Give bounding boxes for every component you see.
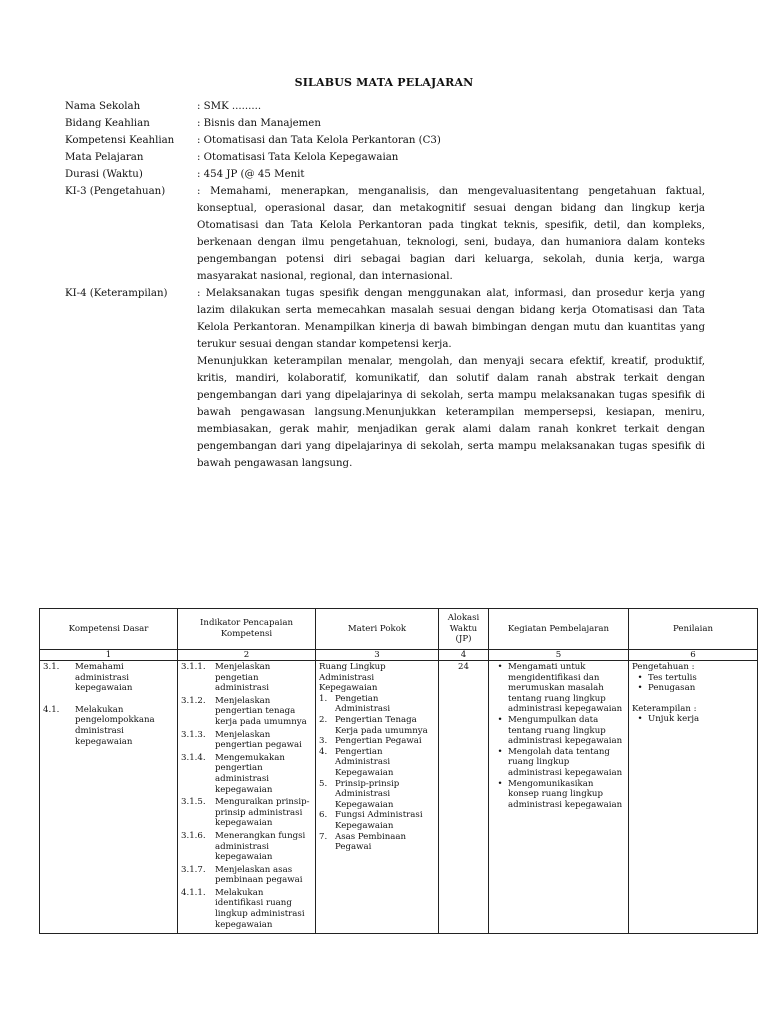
bullet-icon: • [497, 662, 503, 672]
info-value: : Otomatisasi dan Tata Kelola Perkantoran (C3) [197, 135, 441, 146]
list-item: 4.1.1. Melakukan identifikasi ruang lingkup administrasi kepegawaian [181, 887, 305, 930]
bullet-icon: • [497, 746, 503, 757]
list-item: 3.1.2. Menjelaskan pengertian tenaga kerja pada umumnya [181, 695, 307, 727]
syllabus-table [39, 608, 758, 934]
column-number: 3 [316, 650, 439, 661]
list-item: 3.1.3. Menjelaskan pengertian pegawai [181, 729, 302, 751]
ki3-label: KI-3 (Pengetahuan) [65, 186, 166, 197]
info-label: Bidang Keahlian [65, 118, 150, 129]
info-value: : Bisnis dan Manajemen [197, 118, 321, 129]
header-kompetensi-dasar: Kompetensi Dasar [40, 609, 178, 650]
list-item: 3.1.5. Menguraikan prinsip-prinsip administrasi kepegawaian [181, 797, 310, 829]
document-title: SILABUS MATA PELAJARAN [294, 76, 474, 89]
list-item: 6. Fungsi Administrasi Kepegawaian [319, 810, 423, 831]
info-value: : Otomatisasi Tata Kelola Kepegawaian [197, 152, 399, 163]
ki3-block [65, 183, 705, 285]
header-penilaian: Penilaian [629, 609, 758, 650]
info-value: : SMK ......... [197, 101, 262, 112]
list-item: 3.1.1. Menjelaskan pengetian administrasi [181, 662, 271, 694]
bullet-icon: • [637, 672, 643, 683]
info-label: Nama Sekolah [65, 101, 141, 112]
info-label: Kompetensi Keahlian [65, 135, 175, 146]
list-item: • Mengomunikasikan konsep ruang lingkup administrasi kepegawaian [492, 779, 625, 811]
header-materi-pokok: Materi Pokok [316, 609, 439, 650]
ki4-text [197, 285, 705, 472]
ki4-block [65, 285, 705, 472]
bullet-icon: • [637, 714, 643, 725]
materi-cell [316, 661, 439, 934]
penilaian-pengetahuan-label: Pengetahuan : [632, 662, 695, 672]
alokasi-cell: 24 [439, 661, 489, 934]
table-row [40, 661, 758, 934]
list-item: 5. Prinsip-prinsip Administrasi Kepegawaian [319, 778, 400, 810]
header-kegiatan: Kegiatan Pembelajaran [489, 609, 629, 650]
identity-block [65, 98, 705, 472]
bullet-icon: • [637, 683, 643, 694]
penilaian-keterampilan-label: Keterampilan : [632, 703, 697, 714]
list-item: 4. Pengertian Administrasi Kepegawaian [319, 746, 394, 778]
list-item: • Unjuk kerja [632, 714, 754, 725]
column-number: 6 [629, 650, 758, 661]
materi-heading: Ruang Lingkup Administrasi Kepegawaian [319, 662, 386, 694]
ki3-text: : Memahami, menerapkan, menganalisis, dan mengevaluasitentang pengetahuan faktual, konseptual, operasional dasar, dan metakognitif sesuai dengan bidang dan lingkup kerja Otomatisasi dan Tata Kelola Perkantoran pada tingkat teknis, spesifik, detil, dan kompleks, berkenaan dengan ilmu pengetahuan, teknologi, seni, budaya, dan humaniora dalam konteks pengembangan potensi diri sebagai bagian dari keluarga, sekolah, dunia kerja, warga masyarakat nasional, regional, dan internasional. [197, 186, 705, 282]
info-label: Durasi (Waktu) [65, 169, 143, 180]
list-item: • Mengolah data tentang ruang lingkup administrasi kepegawaian [492, 747, 625, 779]
kegiatan-cell [489, 661, 629, 934]
list-item: • Penugasan [632, 683, 754, 694]
ki4-paragraph-2: Menunjukkan keterampilan menalar, mengolah, dan menyaji secara efektif, kreatif, produktif, kritis, mandiri, kolaboratif, komunikatif, dan solutif dalam ranah abstrak terkait dengan pengembangan dari yang dipelajarinya di sekolah, serta mampu melaksanakan tugas spesifik di bawah pengawasan langsung.Menunjukkan keterampilan mempersepsi, kesiapan, meniru, membiasakan, gerak mahir, menjadikan gerak alami dalam ranah konkret terkait dengan pengembangan dari yang dipelajarinya di sekolah, serta mampu melaksanakan tugas spesifik di bawah pengawasan langsung. [197, 356, 705, 469]
list-item: 4.1. Melakukan pengelompokkana dministrasi kepegawaian [43, 704, 155, 747]
list-item: 3. Pengertian Pegawai [319, 736, 422, 747]
list-item: 7. Asas Pembinaan Pegawai [319, 831, 407, 853]
ki4-label: KI-4 (Keterampilan) [65, 288, 168, 299]
list-item: 3.1.7. Menjelaskan asas pembinaan pegawai [181, 864, 303, 886]
list-item: 3.1.4. Mengemukakan pengertian administrasi kepegawaian [181, 752, 285, 795]
info-row-school [65, 98, 705, 115]
list-item: 3.1.6. Menerangkan fungsi administrasi kepegawaian [181, 830, 306, 863]
list-item: 1. Pengetian Administrasi [319, 693, 391, 715]
list-item: • Mengamati untuk mengidentifikasi dan merumuskan masalah tentang ruang lingkup administrasi kepegawaian [492, 662, 625, 715]
info-row-subject [65, 149, 705, 166]
list-item: 2. Pengertian Tenaga Kerja pada umumnya [319, 714, 428, 736]
info-row-duration [65, 166, 705, 183]
kd-cell [40, 661, 178, 934]
info-label: Mata Pelajaran [65, 152, 144, 163]
list-item: • Tes tertulis [632, 673, 754, 684]
table-header-row [40, 609, 758, 650]
column-number: 5 [489, 650, 629, 661]
bullet-icon: • [497, 778, 503, 789]
info-value: : 454 JP (@ 45 Menit [197, 169, 305, 180]
ki4-paragraph-1: : Melaksanakan tugas spesifik dengan menggunakan alat, informasi, dan prosedur kerja yang lazim dilakukan serta memecahkan masalah sesuai dengan bidang kerja Otomatisasi dan Tata Kelola Perkantoran. Menampilkan kinerja di bawah bimbingan dengan mutu dan kuantitas yang terukur sesuai dengan standar kompetensi kerja. [197, 288, 705, 350]
list-item: • Mengumpulkan data tentang ruang lingkup administrasi kepegawaian [492, 715, 625, 747]
penilaian-cell [629, 661, 758, 934]
info-row-competency [65, 132, 705, 149]
column-number: 4 [439, 650, 489, 661]
column-number: 1 [40, 650, 178, 661]
table-number-row [40, 650, 758, 661]
header-alokasi-waktu: Alokasi Waktu (JP) [439, 609, 489, 650]
info-row-field [65, 115, 705, 132]
list-item: 3.1. Memahami administrasi kepegawaian [43, 662, 133, 694]
indikator-cell [178, 661, 316, 934]
bullet-icon: • [497, 714, 503, 725]
header-indikator: Indikator Pencapaian Kompetensi [178, 609, 316, 650]
column-number: 2 [178, 650, 316, 661]
